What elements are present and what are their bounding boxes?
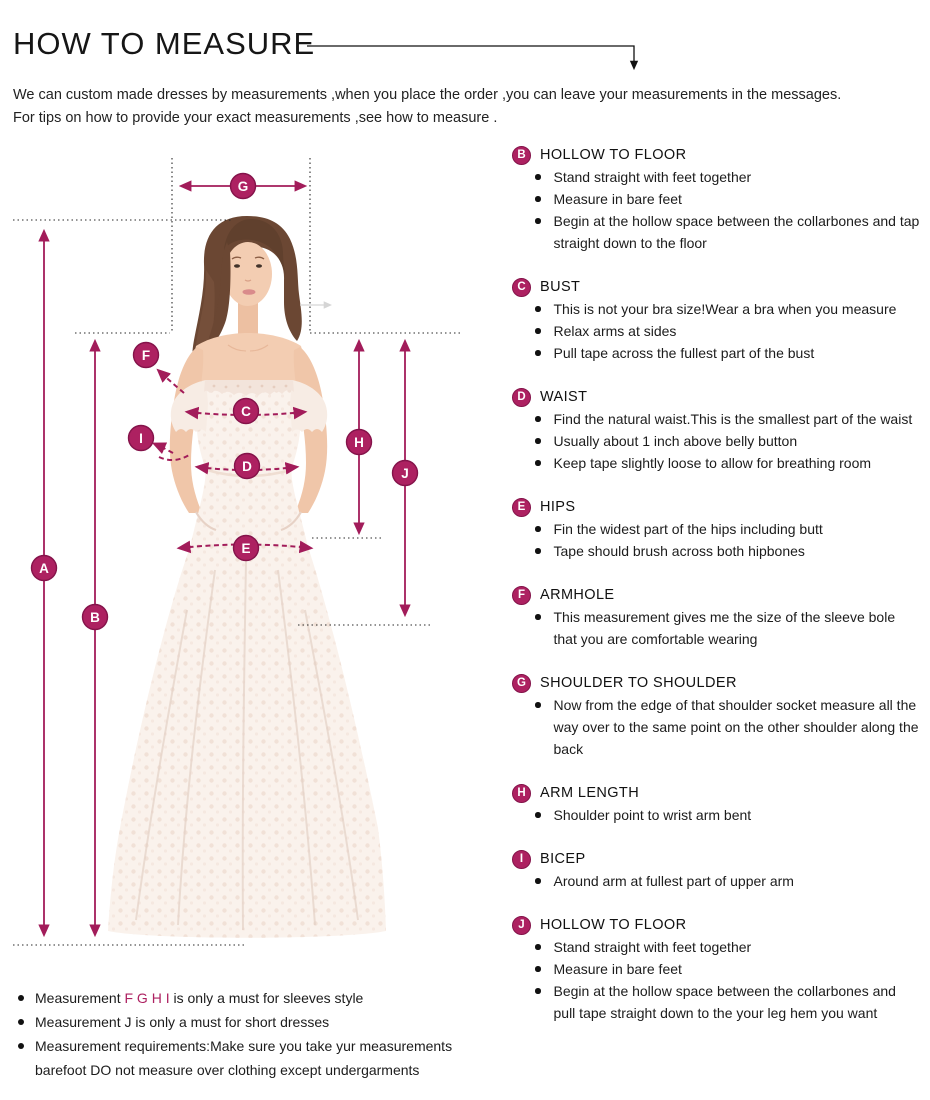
svg-text:J: J — [401, 466, 409, 481]
svg-text:C: C — [241, 404, 251, 419]
note-text: Measurement requirements:Make sure you take yur measurements barefoot DO not measure over clothing except undergarments — [35, 1038, 453, 1078]
bullet-icon — [535, 218, 541, 224]
bullet-item — [505, 606, 925, 650]
section-title: SHOULDER TO SHOULDER — [540, 675, 737, 691]
measure-section — [505, 782, 925, 826]
bullet-text: Stand straight with feet together — [553, 939, 752, 955]
bullet-item — [505, 540, 925, 562]
badge-C — [234, 399, 259, 424]
section-header — [505, 672, 925, 694]
bullet-text: Begin at the hollow space between the collarbones and tap straight down to the floor — [553, 213, 920, 251]
section-header — [505, 276, 925, 298]
bullet-text: Around arm at fullest part of upper arm — [553, 873, 794, 889]
badge-J — [393, 461, 418, 486]
section-header — [505, 496, 925, 518]
note-item — [13, 1034, 468, 1082]
bullet-item — [505, 518, 925, 540]
section-header — [505, 914, 925, 936]
bullet-icon — [535, 174, 541, 180]
bullet-text: Usually about 1 inch above belly button — [553, 433, 798, 449]
bullet-icon — [18, 1043, 24, 1049]
section-title: BICEP — [540, 851, 586, 867]
bullet-item — [505, 694, 925, 760]
section-letter-badge: I — [512, 850, 531, 869]
chest — [194, 333, 304, 381]
section-letter-badge: J — [512, 916, 531, 935]
section-letter-badge: B — [512, 146, 531, 165]
bullet-item — [505, 210, 925, 254]
section-header — [505, 386, 925, 408]
svg-text:D: D — [242, 459, 252, 474]
bullet-icon — [535, 526, 541, 532]
bullet-item — [505, 298, 925, 320]
badge-B — [83, 605, 108, 630]
bullet-item — [505, 408, 925, 430]
measure-section — [505, 496, 925, 562]
bullet-icon — [535, 306, 541, 312]
section-title: HOLLOW TO FLOOR — [540, 917, 687, 933]
svg-text:F: F — [141, 348, 151, 363]
bullet-text: Relax arms at sides — [553, 323, 677, 339]
bullet-text: This is not your bra size!Wear a bra when you measure — [553, 301, 897, 317]
measure-section — [505, 386, 925, 474]
section-letter-badge: C — [512, 278, 531, 297]
bullet-item — [505, 166, 925, 188]
bullet-text: Measure in bare feet — [553, 961, 682, 977]
measure-section — [505, 276, 925, 364]
measure-section — [505, 144, 925, 254]
left-sleeve — [171, 380, 208, 432]
section-letter-badge: D — [512, 388, 531, 407]
bullet-item — [505, 342, 925, 364]
svg-text:G: G — [237, 179, 249, 194]
bullet-icon — [535, 350, 541, 356]
note-item — [13, 986, 468, 1010]
right-sleeve — [290, 380, 327, 432]
notes — [13, 986, 468, 1082]
badge-G — [231, 174, 256, 199]
bullet-item — [505, 452, 925, 474]
model-illustration — [108, 216, 386, 938]
bullet-icon — [18, 1019, 24, 1025]
section-letter-badge: E — [512, 498, 531, 517]
bullet-icon — [535, 416, 541, 422]
measure-section — [505, 914, 925, 1024]
bullet-text: Find the natural waist.This is the smallest part of the waist — [553, 411, 913, 427]
bullet-text: Pull tape across the fullest part of the bust — [553, 345, 815, 361]
page-title: HOW TO MEASURE — [13, 26, 316, 61]
badge-H — [347, 430, 372, 455]
svg-text:H: H — [354, 435, 364, 450]
bullet-icon — [535, 878, 541, 884]
bullet-text: This measurement gives me the size of the sleeve bole that you are comfortable wearing — [553, 609, 896, 647]
badge-E — [234, 536, 259, 561]
intro-line-2: For tips on how to provide your exact measurements ,see how to measure . — [13, 110, 498, 126]
section-title: ARMHOLE — [540, 587, 615, 603]
bullet-icon — [535, 438, 541, 444]
badge-I — [129, 426, 154, 451]
measure-section — [505, 848, 925, 892]
section-header — [505, 848, 925, 870]
note-text: Measurement J is only a must for short dresses — [35, 1014, 330, 1030]
bullet-icon — [535, 196, 541, 202]
measure-sections — [505, 144, 925, 1046]
title-pointer-arrow — [300, 38, 645, 82]
section-title: BUST — [540, 279, 581, 295]
section-header — [505, 584, 925, 606]
bullet-item — [505, 430, 925, 452]
section-title: ARM LENGTH — [540, 785, 640, 801]
bullet-icon — [535, 944, 541, 950]
intro-line-1: We can custom made dresses by measurements ,when you place the order ,you can leave your measurements in the messages. — [13, 87, 842, 103]
bullet-icon — [535, 460, 541, 466]
bullet-icon — [535, 614, 541, 620]
bullet-icon — [535, 966, 541, 972]
measure-section — [505, 672, 925, 760]
svg-text:A: A — [39, 561, 49, 576]
badge-D — [235, 454, 260, 479]
note-item — [13, 1010, 468, 1034]
section-header — [505, 782, 925, 804]
section-letter-badge: G — [512, 674, 531, 693]
section-header — [505, 144, 925, 166]
bullet-icon — [535, 702, 541, 708]
bullet-text: Begin at the hollow space between the collarbones and pull tape straight down to the your leg hem you want — [553, 983, 896, 1021]
bullet-text: Now from the edge of that shoulder socket measure all the way over to the same point on the other shoulder along the back — [553, 697, 919, 757]
bullet-icon — [535, 548, 541, 554]
measure-section — [505, 584, 925, 650]
svg-text:B: B — [90, 610, 100, 625]
bullet-icon — [535, 328, 541, 334]
badge-F — [134, 343, 159, 368]
bullet-icon — [535, 988, 541, 994]
intro-text — [13, 84, 873, 130]
note-accent-letters: F G H I — [124, 990, 170, 1006]
bullet-icon — [18, 995, 24, 1001]
section-title: WAIST — [540, 389, 588, 405]
bullet-item — [505, 958, 925, 980]
svg-text:I: I — [139, 431, 143, 446]
badge-A — [32, 556, 57, 581]
section-title: HOLLOW TO FLOOR — [540, 147, 687, 163]
bullet-text: Stand straight with feet together — [553, 169, 752, 185]
measurement-diagram — [0, 140, 470, 980]
section-letter-badge: H — [512, 784, 531, 803]
bullet-icon — [535, 812, 541, 818]
bullet-item — [505, 188, 925, 210]
bullet-text: Measure in bare feet — [553, 191, 682, 207]
note-text: Measurement F G H I is only a must for sleeves style — [35, 990, 364, 1006]
bullet-text: Keep tape slightly loose to allow for breathing room — [553, 455, 872, 471]
bullet-item — [505, 320, 925, 342]
bullet-item — [505, 980, 925, 1024]
bullet-item — [505, 870, 925, 892]
svg-text:E: E — [241, 541, 251, 556]
bullet-text: Fin the widest part of the hips including butt — [553, 521, 823, 537]
face — [224, 242, 272, 306]
bullet-item — [505, 804, 925, 826]
bullet-text: Shoulder point to wrist arm bent — [553, 807, 752, 823]
bullet-text: Tape should brush across both hipbones — [553, 543, 805, 559]
section-letter-badge: F — [512, 586, 531, 605]
bullet-item — [505, 936, 925, 958]
section-title: HIPS — [540, 499, 576, 515]
